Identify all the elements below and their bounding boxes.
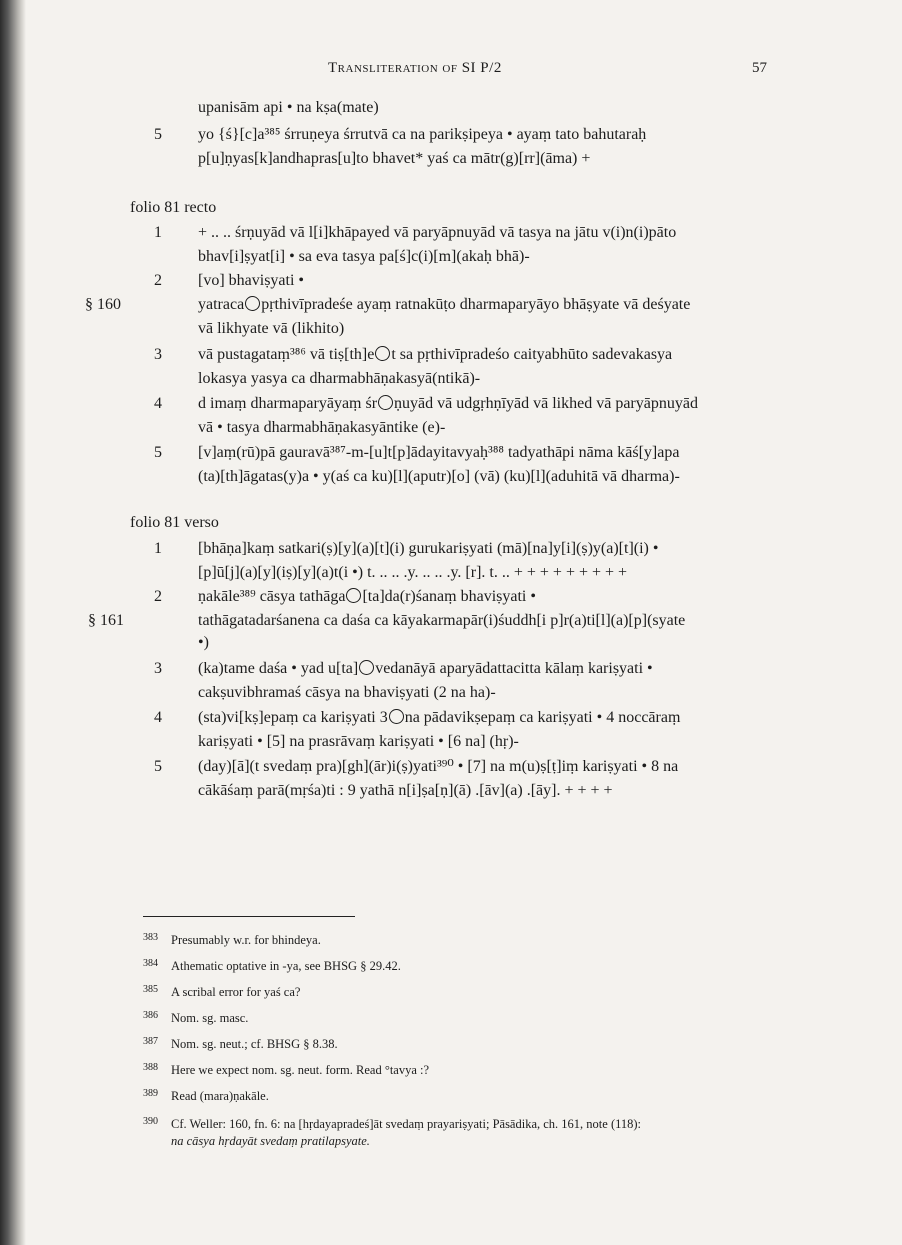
text-line: yo {ś}[c]a³⁸⁵ śrruṇeya śrrutvā ca na parikṣipeya • ayaṃ tato bahutaraḥ <box>198 126 647 143</box>
text-line: tathāgatadarśanena ca daśa ca kāyakarmapār(i)śuddh[i p]r(a)ti[l](a)[p](syate <box>198 612 686 629</box>
footnote <box>143 1114 641 1132</box>
line-number: 5 <box>154 126 162 143</box>
text-segment: d imaṃ dharmaparyāyaṃ śr <box>198 395 378 412</box>
folio-heading: folio 81 recto <box>130 199 217 216</box>
line-number: 3 <box>154 346 162 363</box>
text-line: lokasya yasya ca dharmabhāṇakasyā(ntikā)- <box>198 370 481 387</box>
text-segment: vā pustagataṃ³⁸⁶ vā tiṣ[th]e <box>198 346 375 363</box>
footnote <box>143 1034 338 1052</box>
string-hole-circle-icon <box>389 709 404 724</box>
text-line: [p]ū[j](a)[y](iṣ)[y](a)t(i •) t. .. .. .y. .. .. .y. [r]. t. .. + + + + + + + + + <box>198 564 628 581</box>
footnote <box>143 1086 269 1104</box>
folio-heading: folio 81 verso <box>130 514 219 531</box>
footnote-number: 386 <box>143 1010 158 1021</box>
text-line: vā • tasya dharmabhāṇakasyāntike (e)- <box>198 419 446 436</box>
footnote <box>143 956 401 974</box>
footnote-number: 389 <box>143 1088 158 1099</box>
line-number: 1 <box>154 540 162 557</box>
footnote <box>143 1060 429 1078</box>
string-hole-circle-icon <box>245 296 260 311</box>
text-line: (ta)[th]āgatas(y)a • y(aś ca ku)[l](aputr)[o] (vā) (ku)[l](aduhitā vā dharma)- <box>198 468 680 485</box>
text-line: [v]aṃ(rū)pā gauravā³⁸⁷-m-[u]t[p]ādayitavyaḥ³⁸⁸ tadyathāpi nāma kāś[y]apa <box>198 444 680 461</box>
string-hole-circle-icon <box>375 346 390 361</box>
footnote-text: Athematic optative in -ya, see BHSG § 29.42. <box>171 959 401 973</box>
book-binding-shadow <box>0 0 26 1245</box>
footnote <box>143 1008 248 1026</box>
text-line: upanisām api • na kṣa(mate) <box>198 99 379 116</box>
footnote-text: Here we expect nom. sg. neut. form. Read °tavya :? <box>171 1063 430 1077</box>
text-line <box>198 659 653 679</box>
text-line: vā likhyate vā (likhito) <box>198 320 345 337</box>
running-title: Transliteration of SI P/2 <box>328 60 502 76</box>
footnote-text: Presumably w.r. for bhindeya. <box>171 933 321 947</box>
string-hole-circle-icon <box>378 395 393 410</box>
text-line <box>198 295 690 315</box>
footnote-number: 388 <box>143 1062 158 1073</box>
line-number: 2 <box>154 272 162 289</box>
line-number: 3 <box>154 660 162 677</box>
text-segment: yatraca <box>198 296 245 313</box>
footnote-separator <box>143 916 355 917</box>
line-number: 4 <box>154 395 162 412</box>
text-segment: [ta]da(r)śanaṃ bhaviṣyati • <box>362 588 536 605</box>
footnote-number: 384 <box>143 958 158 969</box>
text-line: [vo] bhaviṣyati • <box>198 272 305 289</box>
line-number: 5 <box>154 444 162 461</box>
line-number: 4 <box>154 709 162 726</box>
footnote-text: Nom. sg. masc. <box>171 1011 249 1025</box>
text-segment: vedanāyā aparyādattacitta kālaṃ kariṣyati • <box>375 660 653 677</box>
text-segment: (sta)vi[kṣ]epaṃ ca kariṣyati 3 <box>198 709 388 726</box>
section-number-161: § 161 <box>88 612 124 629</box>
text-line <box>198 345 672 365</box>
page-header <box>0 60 902 84</box>
text-line <box>198 587 536 607</box>
text-line: cakṣuvibhramaś cāsya na bhaviṣyati (2 na ha)- <box>198 684 496 701</box>
text-line: kariṣyati • [5] na prasrāvaṃ kariṣyati • [6 na] (hṛ)- <box>198 733 519 750</box>
text-line: •) <box>198 634 209 651</box>
footnote-text: Nom. sg. neut.; cf. BHSG § 8.38. <box>171 1037 338 1051</box>
footnote-number: 390 <box>143 1116 158 1127</box>
footnote-number: 383 <box>143 932 158 943</box>
text-line: (day)[ā](t svedaṃ pra)[gh](ār)i(ṣ)yati³⁹⁰ • [7] na m(u)ṣ[ṭ]iṃ kariṣyati • 8 na <box>198 758 679 775</box>
text-line: bhav[i]ṣyat[i] • sa eva tasya pa[ś]c(i)[m](akaḥ bhā)- <box>198 248 530 265</box>
footnote <box>143 982 300 1000</box>
text-line <box>198 394 698 414</box>
text-line <box>198 708 680 728</box>
section-number-160: § 160 <box>85 296 121 313</box>
text-line: cākāśaṃ parā(mṛśa)ti : 9 yathā n[i]ṣa[ṇ](ā) .[āv](a) .[āy]. + + + + <box>198 782 613 799</box>
text-segment: ṇakāle³⁸⁹ cāsya tathāga <box>198 588 346 605</box>
text-line: + .. .. śrṇuyād vā l[i]khāpayed vā paryāpnuyād vā tasya na jātu v(i)n(i)pāto <box>198 224 677 241</box>
text-line: p[u]ṇyas[k]andhapras[u]to bhavet* yaś ca mātr(g)[rr](āma) + <box>198 150 591 167</box>
text-segment: t sa pṛthivīpradeśo caityabhūto sadevakasya <box>391 346 673 363</box>
text-segment: (ka)tame daśa • yad u[ta] <box>198 660 359 677</box>
text-line: [bhāṇa]kaṃ satkari(ṣ)[y](a)[t](i) gurukariṣyati (mā)[na]y[i](ṣ)y(a)[t](i) • <box>198 540 659 557</box>
footnote-number: 385 <box>143 984 158 995</box>
string-hole-circle-icon <box>346 588 361 603</box>
footnote-text: Read (mara)ṇakāle. <box>171 1089 269 1103</box>
line-number: 2 <box>154 588 162 605</box>
text-segment: na pādavikṣepaṃ ca kariṣyati • 4 noccāraṃ <box>404 709 681 726</box>
line-number: 5 <box>154 758 162 775</box>
footnote-number: 387 <box>143 1036 158 1047</box>
text-segment: ṇuyād vā udgṛhṇīyād vā likhed vā paryāpnuyād <box>394 395 698 412</box>
page-number: 57 <box>752 60 767 76</box>
footnote <box>143 930 321 948</box>
footnote-continuation: na cāsya hṛdayāt svedaṃ pratilapsyate. <box>171 1134 370 1148</box>
text-segment: pṛthivīpradeśe ayaṃ ratnakūṭo dharmaparyāyo bhāṣyate vā deśyate <box>261 296 691 313</box>
footnote-text: Cf. Weller: 160, fn. 6: na [hṛdayapradeś]āt svedaṃ prayariṣyati; Pāsādika, ch. 161, note (118): <box>171 1117 642 1131</box>
footnote-text: A scribal error for yaś ca? <box>171 985 301 999</box>
string-hole-circle-icon <box>359 660 374 675</box>
line-number: 1 <box>154 224 162 241</box>
